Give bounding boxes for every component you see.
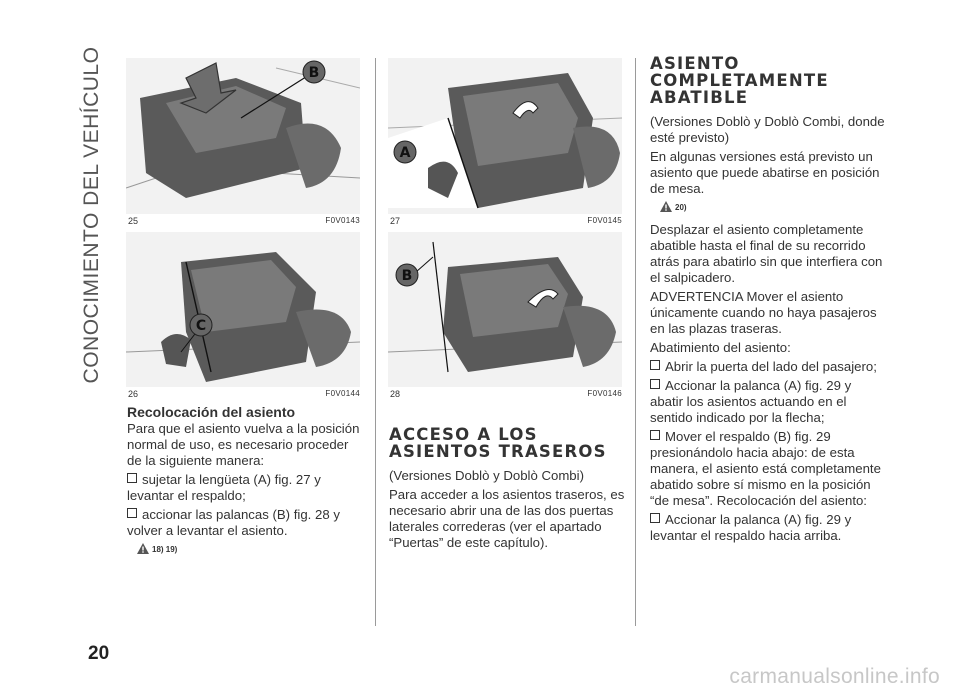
paragraph: (Versiones Doblò y Doblò Combi, donde esté previsto) [650,114,885,145]
page-number: 20 [88,643,110,664]
warning-refs-text: 18) 19) [152,545,178,554]
paragraph: Para acceder a los asientos traseros, es necesario abrir una de las dos puertas laterales correderas (ver el apartado “Puertas” de este capítulo). [389,487,625,550]
figure-code: F0V0144 [325,389,360,398]
figure-number: 28 [390,389,401,399]
figure-code: F0V0145 [587,216,622,225]
warning-refs-text: 20) [675,203,687,212]
bullet-item [650,429,886,509]
bullet-item [650,359,886,375]
column-1-text [127,404,363,564]
figure-27-caption [390,216,622,228]
bullet-text: Mover el respaldo (B) fig. 29 presionándolo hacia abajo: de esta manera, el asiento está completamente abatido sobre sí mismo en la posición “de mesa”. Recolocación del asiento: [650,429,881,508]
paragraph: En algunas versiones está previsto un asiento que puede abatirse en posición de mesa. [650,149,880,196]
paragraph: ADVERTENCIA Mover el asiento únicamente cuando no haya pasajeros en las plazas traseras. [650,289,877,336]
checkbox-icon [650,513,660,523]
callout-label: A [399,145,411,161]
checkbox-icon [127,508,137,518]
figure-number: 25 [128,216,139,226]
figure-27-image [388,58,622,214]
paragraph: Para que el asiento vuelva a la posición normal de uso, es necesario proceder de la siguiente manera: [127,421,360,468]
column-2-text [389,426,625,554]
warning-triangle-icon [137,543,149,554]
section-heading: ASIENTO COMPLETAMENTE ABATIBLE [650,54,829,107]
warning-triangle-icon [660,201,672,212]
column-3-text [650,55,886,547]
figure-number: 26 [128,389,139,399]
paragraph: Abatimiento del asiento: [650,340,791,355]
warning-reference [137,542,363,558]
watermark: carmanualsonline.info [729,665,940,688]
bullet-item [650,512,886,544]
column-divider [375,58,376,626]
section-title-text: CONOCIMIENTO DEL VEHÍCULO [80,46,103,384]
paragraph: Desplazar el asiento completamente abatible hasta el final de su recorrido atrás para abatirlo sin que interfiera con el salpicadero. [650,222,883,285]
figure-26-caption [128,389,360,401]
checkbox-icon [650,379,660,389]
checkbox-icon [127,473,137,483]
checkbox-icon [650,360,660,370]
bullet-text: Accionar la palanca (A) fig. 29 y levantar el respaldo hacia arriba. [650,512,852,543]
figure-25-image [126,58,360,214]
figure-code: F0V0143 [325,216,360,225]
callout-label: C [195,318,207,334]
bullet-text: Abrir la puerta del lado del pasajero; [665,359,877,374]
bullet-item [127,472,363,504]
bullet-item [127,507,363,539]
column-divider [635,58,636,626]
bullet-text: Accionar la palanca (A) fig. 29 y abatir los asientos actuando en el sentido indicado por la flecha; [650,378,852,425]
warning-reference [660,200,886,216]
callout-label: B [308,65,320,81]
bullet-text: sujetar la lengüeta (A) fig. 27 y levantar el respaldo; [127,472,321,503]
figure-28-image [388,232,622,387]
paragraph: (Versiones Doblò y Doblò Combi) [389,468,584,483]
section-heading: Recolocación del asiento [127,404,296,420]
section-heading: ACCESO A LOS ASIENTOS TRASEROS [389,425,607,461]
section-title [62,46,122,384]
bullet-text: accionar las palancas (B) fig. 28 y volver a levantar el asiento. [127,507,340,538]
checkbox-icon [650,430,660,440]
figure-26-image [126,232,360,387]
figure-number: 27 [390,216,401,226]
figure-28-caption [390,389,622,401]
callout-label: B [401,268,413,284]
bullet-item [650,378,886,426]
figure-code: F0V0146 [587,389,622,398]
figure-25-caption [128,216,360,228]
